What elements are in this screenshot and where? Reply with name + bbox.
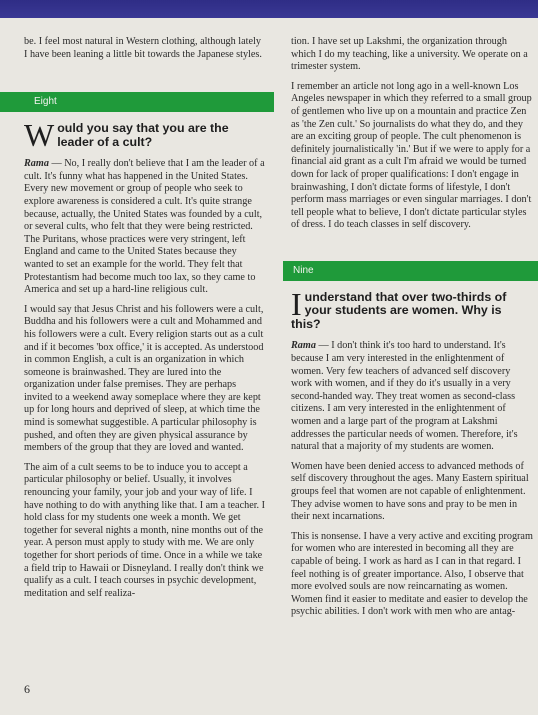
- body-paragraph: Women have been denied access to advanced methods of self discovery throughout the ages. Many Eastern spiritual groups feel that women are not capable of enlightenment. They advise women to have sons and pray to be men in their next incarnations.: [291, 460, 529, 523]
- continued-paragraph: tion. I have set up Lakshmi, the organization through which I do my teaching, like a university. We operate on a trimester system.: [291, 36, 528, 73]
- question-heading: [24, 117, 266, 154]
- question-text: understand that over two-thirds of your students are women. Why is this?: [291, 289, 507, 331]
- right-column: [291, 36, 533, 626]
- answer-paragraph: [291, 340, 533, 453]
- answer-paragraph: [24, 158, 266, 297]
- body-paragraph: I remember an article not long ago in a well-known Los Angeles newspaper in which they referred to a small group of gentlemen who live up on a mountain and practice Zen as 'the Zen cult.' So journalists do what they do, and they are an exciting group of people. The cult phenomenon is definitely journalistically 'in.' But if we were to apply for a financial aid grant as a cult I'm afraid we would be turned down for lack of proper qualifications: I don't engage in brainwashing, I don't dictate forms of lifestyle, I don't perform mass marriages or even singular marriages. I don't tell people what to believe, I don't dictate particular styles of dress. I do teach classes in self discovery.: [291, 80, 532, 231]
- top-color-bar: [0, 0, 538, 18]
- body-paragraph: This is nonsense. I have a very active and exciting program for women who are interested in becoming all they are capable of being. I work as hard as I can in that regard. I feel nothing is of greater importance. Also, I observe that more evolved souls are now reincarnating as women. Women find it easier to meditate and easier to develop the psychic abilities. I don't work with men who are antag-: [291, 530, 533, 618]
- section-header-nine: Nine: [283, 261, 538, 281]
- left-column: [24, 36, 266, 607]
- body-paragraph: The aim of a cult seems to be to induce you to accept a particular philosophy or belief. Usually, it involves renouncing your family, your job and your way of life. I have nothing to do with anything like that. I am a teacher. I hold class for my students one week a month. We get together for several nights a month, nine months out of the year. A person must apply to study with me. We are only together for short periods of time. Once in a while we take a field trip to Hawaii or Disneyland. I really don't think we qualify as a cult. I teach courses in psychic development, meditation and self realiza-: [24, 461, 266, 599]
- intro-paragraph: be. I feel most natural in Western clothing, although lately I have been leaning a little bit towards the Japanese styles.: [24, 36, 262, 60]
- body-paragraph: I would say that Jesus Christ and his followers were a cult, Buddha and his followers were a cult and Mohammed and his followers were a cult. Every religion starts out as a cult and if it becomes 'box office,' it is accepted. As understood in common English, a cult is an organization in which someone is brainwashed. They are lured into the organization under false premises. They are perhaps invited to a weekend away someplace where they are kept up for long hours and deprived of sleep, at which time the mind is somewhat suggestible. A particular philosophy is pushed, and often they are given physical assurance by members of the group that they are loved and wanted.: [24, 303, 264, 454]
- question-heading: [291, 285, 533, 332]
- answer-text: — No, I really don't believe that I am the leader of a cult. It's funny what has happened in the United States. Every new movement or group of people who seek to explore awareness is considered a cult. It's quite strange because, actually, the United States was founded by a cult, or several cults, who felt that they were being restricted. The Puritans, whose practices were very stringent, left England and came to the United States because they wanted to set an example for the world. They felt that Protestantism had become much too lax, so they came to America and set up a hard-line religious cult.: [24, 158, 265, 296]
- drop-cap: W: [24, 117, 55, 154]
- drop-cap: I: [291, 285, 302, 322]
- speaker-name: Rama: [291, 340, 316, 352]
- question-text: ould you say that you are the leader of a cult?: [57, 121, 229, 149]
- speaker-name: Rama: [24, 158, 49, 170]
- section-header-eight: Eight: [0, 92, 274, 112]
- page-number: 6: [24, 682, 30, 696]
- answer-text: — I don't think it's too hard to understand. It's because I am very interested in the enlightenment of women. Very few teachers of advanced self discovery work with women, and if they do it's usually in a very second-handed way. They treat women as second-class citizens. I am very interested in the enlightenment of women and a large part of the program at Lakshmi addresses the particular needs of women. Therefore, it's natural that a majority of my students are women.: [291, 340, 518, 453]
